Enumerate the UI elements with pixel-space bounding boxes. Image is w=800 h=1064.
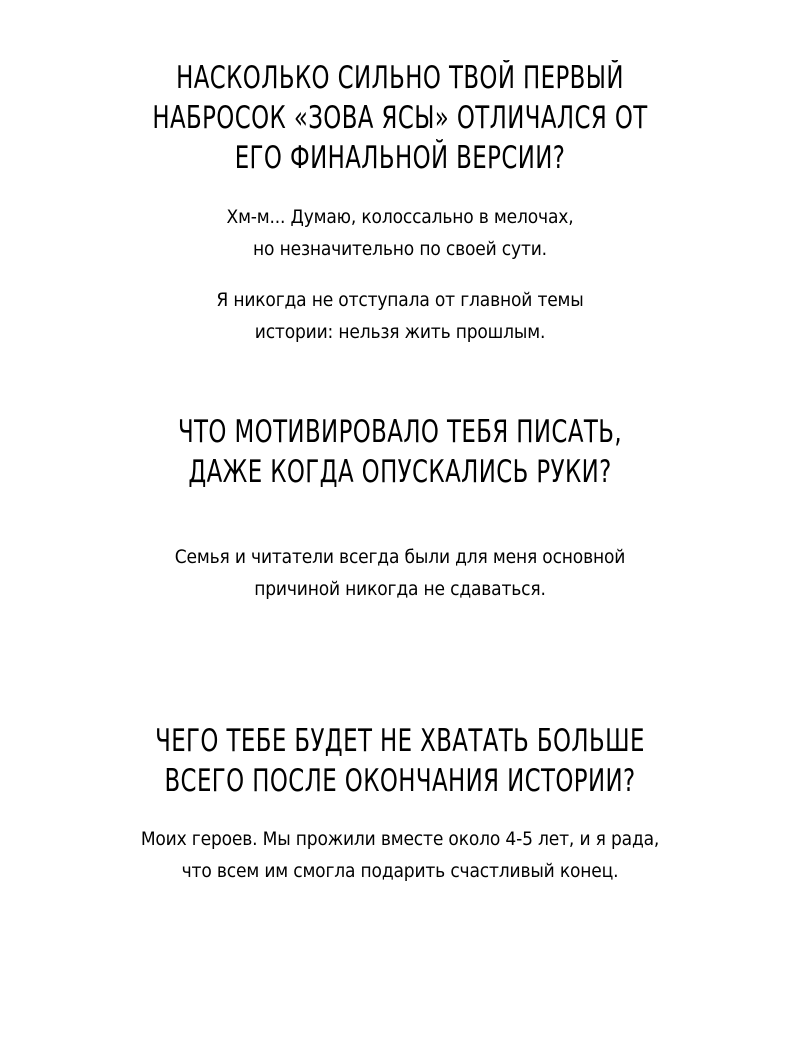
answer-1-paragraph-2 bbox=[40, 284, 760, 348]
answer-3-paragraph-1 bbox=[40, 823, 760, 887]
question-line: ЧТО МОТИВИРОВАЛО ТЕБЯ ПИСАТЬ, bbox=[177, 414, 623, 450]
answer-line: Моих героев. Мы прожили вместе около 4-5 лет, и я рада, bbox=[140, 828, 660, 850]
answer-1-paragraph-1 bbox=[40, 201, 760, 265]
question-line: НАСКОЛЬКО СИЛЬНО ТВОЙ ПЕРВЫЙ bbox=[176, 60, 624, 96]
question-1-heading bbox=[72, 58, 728, 178]
answer-line: но незначительно по своей сути. bbox=[253, 238, 547, 260]
answer-line: Семья и читатели всегда были для меня основной bbox=[174, 546, 626, 568]
answer-line: причиной никогда не сдаваться. bbox=[254, 578, 546, 600]
answer-line: Хм-м... Думаю, колоссально в мелочах, bbox=[226, 206, 574, 228]
question-line: НАБРОСОК «ЗОВА ЯСЫ» ОТЛИЧАЛСЯ ОТ bbox=[152, 100, 648, 136]
question-3-heading bbox=[72, 721, 728, 801]
question-2-heading bbox=[72, 412, 728, 492]
answer-line: что всем им смогла подарить счастливый конец. bbox=[181, 860, 619, 882]
answer-line: Я никогда не отступала от главной темы bbox=[216, 289, 584, 311]
question-line: ВСЕГО ПОСЛЕ ОКОНЧАНИЯ ИСТОРИИ? bbox=[164, 763, 636, 799]
answer-line: истории: нельзя жить прошлым. bbox=[254, 321, 546, 343]
question-line: ДАЖЕ КОГДА ОПУСКАЛИСЬ РУКИ? bbox=[188, 454, 612, 490]
question-line: ЕГО ФИНАЛЬНОЙ ВЕРСИИ? bbox=[234, 140, 566, 176]
answer-2-paragraph-1 bbox=[40, 541, 760, 605]
question-line: ЧЕГО ТЕБЕ БУДЕТ НЕ ХВАТАТЬ БОЛЬШЕ bbox=[155, 723, 645, 759]
